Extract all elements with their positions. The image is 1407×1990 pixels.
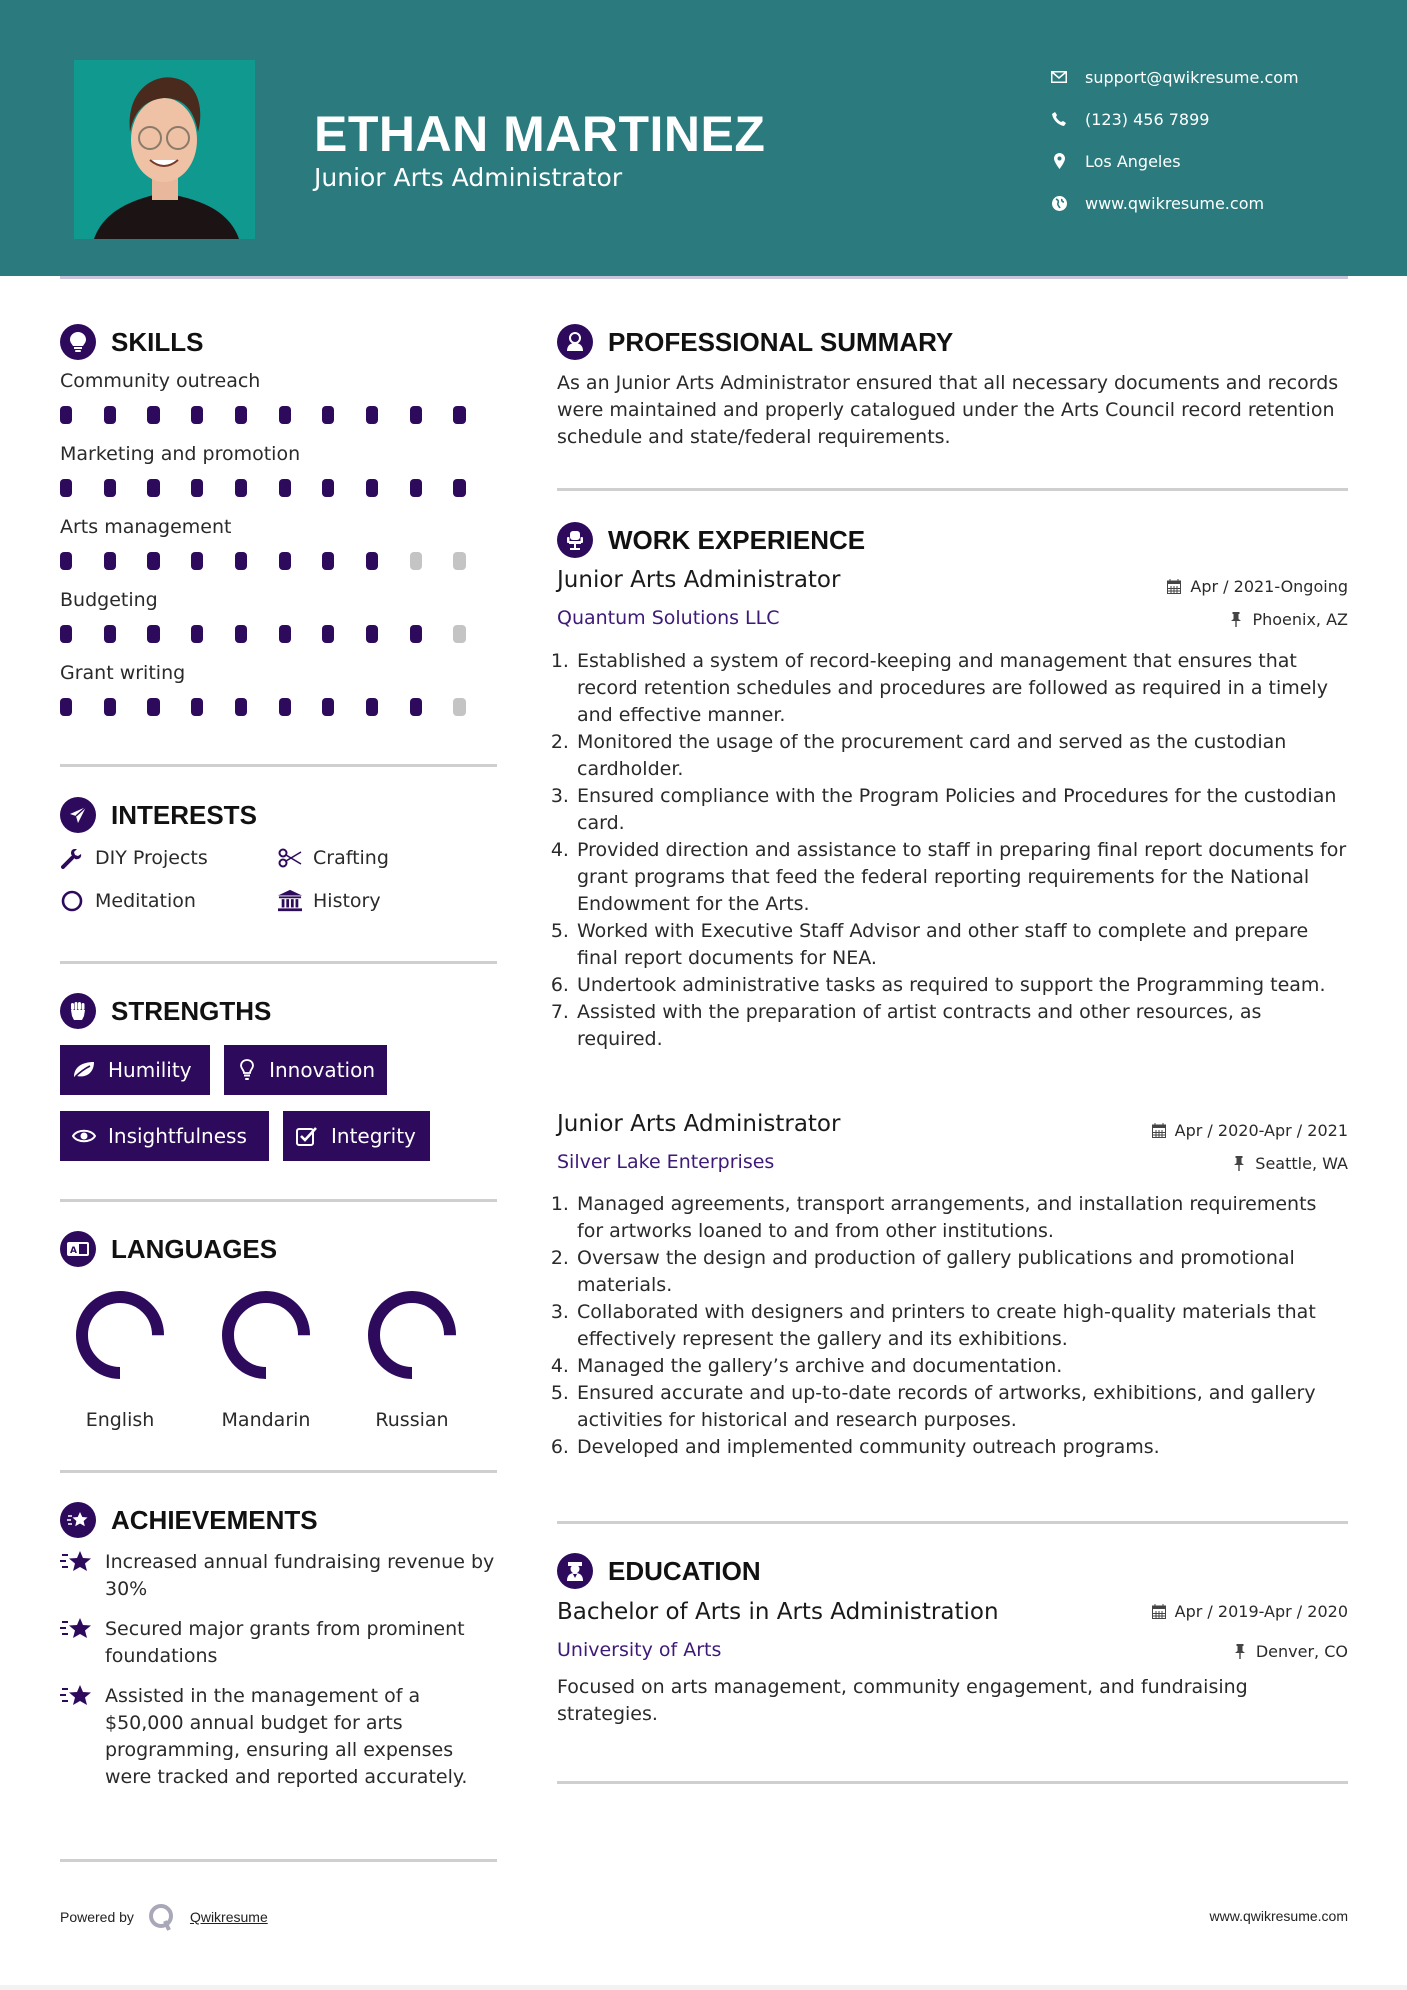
education-dates-text: Apr / 2019-Apr / 2020 [1174,1602,1348,1621]
education-location [1232,1642,1348,1661]
rating-dot-filled [366,698,378,716]
office-chair-icon [557,522,593,558]
job-dates-text: Apr / 2021-Ongoing [1190,577,1348,596]
duty-item: 6. Undertook administrative tasks as required to support the Programming team. [575,972,1348,999]
achievement-item [60,1683,497,1791]
pushpin-icon [1228,612,1244,628]
rating-dot-filled [235,479,247,497]
footer-url[interactable]: www.qwikresume.com [1209,1908,1348,1924]
rating-dot-filled [191,552,203,570]
achievement-text: Assisted in the management of a $50,000 annual budget for arts programming, ensuring all expenses were tracked and reported accurately. [105,1685,468,1788]
achievements-heading [60,1502,318,1538]
rating-dot-filled [410,625,422,643]
rating-dot-filled [235,625,247,643]
duty-item: 7. Assisted with the preparation of artist contracts and other resources, as required. [575,999,1348,1053]
calendar-icon [1151,1123,1167,1139]
languages-title: LANGUAGES [111,1233,278,1264]
interest-item-diy [60,846,208,870]
eye-icon [72,1124,96,1148]
rating-dot-filled [235,406,247,424]
duty-item: 2. Monitored the usage of the procurement card and served as the custodian cardholder. [575,729,1348,783]
section-divider [60,1470,497,1473]
envelope-icon [1050,68,1068,86]
skills-title: SKILLS [111,326,204,357]
duty-item: 1. Managed agreements, transport arrangements, and installation requirements for artworks loaned to and from other institutions. [575,1191,1348,1245]
duty-item: 5. Ensured accurate and up-to-date records of artworks, exhibitions, and gallery activities for historical and research purposes. [575,1380,1348,1434]
contact-email[interactable] [1050,56,1299,98]
interests-title: INTERESTS [111,799,257,830]
duty-item: 5. Worked with Executive Staff Advisor and other staff to complete and prepare final report documents for NEA. [575,918,1348,972]
section-divider [60,1859,497,1862]
section-divider [60,961,497,964]
duty-item: 6. Developed and implemented community outreach programs. [575,1434,1348,1461]
section-divider [60,1199,497,1202]
contact-list [1050,56,1299,224]
education-heading [557,1553,761,1589]
globe-icon [1050,194,1068,212]
contact-website[interactable] [1050,182,1299,224]
interests-heading [60,797,257,833]
duty-item: 1. Established a system of record-keeping and management that ensures that record retention schedules and procedures are followed as required in a timely and effective manner. [575,648,1348,729]
strength-badge-innovation [224,1045,387,1095]
job-title: Junior Arts Administrator [557,567,841,593]
rating-dot-filled [191,698,203,716]
section-divider [557,1781,1348,1784]
skill-item [60,589,497,643]
check-square-icon [295,1124,319,1148]
contact-website-text: www.qwikresume.com [1085,193,1265,213]
page-bottom-band [0,1985,1407,1990]
paper-plane-icon [60,797,96,833]
language-name: English [85,1409,155,1431]
map-marker-icon [1050,152,1068,170]
rating-dot-filled [279,552,291,570]
shooting-star-icon [60,1616,94,1642]
achievement-item [60,1616,497,1670]
rating-dot-filled [60,698,72,716]
rating-dot-filled [366,479,378,497]
language-name: Russian [375,1409,449,1431]
rating-dot-filled [410,406,422,424]
duty-item: 3. Ensured compliance with the Program Policies and Procedures for the custodian card. [575,783,1348,837]
graduate-icon [557,1553,593,1589]
rating-dot-empty [453,625,465,643]
strengths-title: STRENGTHS [111,995,272,1026]
summary-heading [557,324,953,360]
strength-label: Humility [108,1058,192,1082]
pushpin-icon [1231,1156,1247,1172]
duty-item: 4. Provided direction and assistance to staff in preparing final report documents for grant programs that feed the federal reporting requirements for the National Endowment for the Arts. [575,837,1348,918]
summary-text: As an Junior Arts Administrator ensured that all necessary documents and records were maintained and properly catalogued under the Arts Council record retention schedule and state/federal requirements. [557,372,1339,448]
rating-dot-empty [410,552,422,570]
interest-label: Meditation [95,890,196,912]
job-dates-text: Apr / 2020-Apr / 2021 [1174,1121,1348,1140]
job-dates [1166,577,1348,596]
achievement-item [60,1549,497,1603]
section-divider [557,488,1348,491]
strength-badge-insightfulness [60,1111,269,1161]
rating-dot-filled [147,406,159,424]
job-title: Junior Arts Administrator [557,1111,841,1137]
fist-icon [60,993,96,1029]
duty-item: 4. Managed the gallery’s archive and documentation. [575,1353,1348,1380]
rating-dot-filled [60,552,72,570]
contact-location [1050,140,1299,182]
skills-heading [60,324,203,360]
language-progress-ring [216,1285,316,1385]
work-title: WORK EXPERIENCE [608,524,866,555]
calendar-icon [1166,579,1182,595]
rating-dot-filled [322,698,334,716]
interest-label: History [313,890,381,912]
language-item [352,1285,472,1431]
rating-dot-filled [104,479,116,497]
language-progress-ring [362,1285,462,1385]
interest-label: DIY Projects [95,847,208,869]
job-location [1228,610,1348,629]
summary-title: PROFESSIONAL SUMMARY [608,326,954,357]
contact-phone-text: (123) 456 7899 [1085,109,1210,129]
achievements-title: ACHIEVEMENTS [111,1504,318,1535]
rating-dot-filled [279,479,291,497]
skill-name: Community outreach [60,370,261,392]
education-dates [1151,1602,1348,1621]
skill-item [60,516,497,570]
section-divider [60,764,497,767]
lightbulb-icon [236,1058,257,1082]
rating-dot-filled [191,625,203,643]
rating-dot-filled [60,479,72,497]
job-dates [1151,1121,1348,1140]
circle-icon [60,889,84,913]
shooting-star-icon [60,1683,94,1709]
skill-name: Arts management [60,516,232,538]
job-duties-list [557,1191,1348,1461]
resume-header [0,0,1407,276]
strength-badge-humility [60,1045,210,1095]
interest-label: Crafting [313,847,389,869]
language-icon [60,1231,96,1267]
skill-item [60,370,497,424]
rating-dot-filled [104,698,116,716]
contact-email-text: support@qwikresume.com [1085,67,1299,87]
user-icon [557,324,593,360]
phone-icon [1050,110,1068,128]
strength-label: Integrity [331,1124,416,1148]
rating-dot-filled [453,406,465,424]
footer-powered-by [60,1903,268,1931]
interest-item-meditation [60,889,196,913]
duty-item: 3. Collaborated with designers and printers to create high-quality materials that effectively represent the gallery and its exhibitions. [575,1299,1348,1353]
education-title: EDUCATION [608,1555,761,1586]
rating-dot-filled [366,406,378,424]
rating-dot-filled [147,625,159,643]
rating-dot-filled [322,552,334,570]
skill-name: Grant writing [60,662,186,684]
job-location-text: Phoenix, AZ [1252,610,1348,629]
skill-rating [60,625,497,643]
interest-item-crafting [278,846,389,870]
rating-dot-filled [235,552,247,570]
skill-name: Budgeting [60,589,158,611]
leaf-icon [72,1058,96,1082]
header-divider [60,276,1348,279]
skill-rating [60,552,497,570]
rating-dot-empty [453,698,465,716]
language-progress-ring [70,1285,170,1385]
company-name: Quantum Solutions LLC [557,607,780,629]
strengths-heading [60,993,271,1029]
shooting-star-icon [60,1549,94,1575]
candidate-name: ETHAN MARTINEZ [314,106,766,162]
strength-badge-integrity [283,1111,430,1161]
strength-label: Innovation [269,1058,375,1082]
rating-dot-filled [191,479,203,497]
job-duties-list [557,648,1348,1053]
rating-dot-filled [147,479,159,497]
rating-dot-filled [279,698,291,716]
skill-name: Marketing and promotion [60,443,301,465]
skill-item [60,443,497,497]
rating-dot-filled [60,406,72,424]
star-badge-icon [60,1502,96,1538]
rating-dot-filled [104,406,116,424]
rating-dot-filled [453,479,465,497]
education-location-text: Denver, CO [1255,1642,1348,1661]
rating-dot-filled [410,698,422,716]
candidate-role: Junior Arts Administrator [314,163,623,192]
company-name: Silver Lake Enterprises [557,1151,775,1173]
qwikresume-link[interactable]: Qwikresume [189,1909,268,1925]
languages-heading [60,1231,277,1267]
rating-dot-filled [366,552,378,570]
rating-dot-empty [453,552,465,570]
education-description: Focused on arts management, community engagement, and fundraising strategies. [557,1676,1248,1725]
wrench-icon [60,846,84,870]
work-heading [557,522,865,558]
rating-dot-filled [147,698,159,716]
contact-location-text: Los Angeles [1085,151,1181,171]
language-name: Mandarin [221,1409,311,1431]
skill-item [60,662,497,716]
duty-item: 2. Oversaw the design and production of gallery publications and promotional materials. [575,1245,1348,1299]
rating-dot-filled [191,406,203,424]
job-location-text: Seattle, WA [1255,1154,1348,1173]
qwikresume-logo-icon [148,1903,176,1931]
language-item [206,1285,326,1431]
calendar-icon [1151,1604,1167,1620]
institution-icon [278,889,302,913]
scissors-icon [278,846,302,870]
rating-dot-filled [366,625,378,643]
strength-label: Insightfulness [108,1124,247,1148]
rating-dot-filled [60,625,72,643]
powered-by-label: Powered by [60,1909,134,1925]
section-divider [557,1521,1348,1524]
rating-dot-filled [235,698,247,716]
interest-item-history [278,889,381,913]
skill-rating [60,406,497,424]
rating-dot-filled [279,625,291,643]
contact-phone[interactable] [1050,98,1299,140]
language-item [60,1285,180,1431]
rating-dot-filled [104,552,116,570]
rating-dot-filled [410,479,422,497]
degree-title: Bachelor of Arts in Arts Administration [557,1599,999,1625]
skill-rating [60,479,497,497]
rating-dot-filled [104,625,116,643]
rating-dot-filled [322,479,334,497]
achievement-text: Secured major grants from prominent foundations [105,1618,465,1667]
lightbulb-icon [60,324,96,360]
school-name: University of Arts [557,1639,722,1661]
pushpin-icon [1232,1644,1248,1660]
achievement-text: Increased annual fundraising revenue by 30% [105,1551,495,1600]
profile-photo [74,60,255,239]
rating-dot-filled [279,406,291,424]
rating-dot-filled [322,625,334,643]
rating-dot-filled [322,406,334,424]
skill-rating [60,698,497,716]
job-location [1231,1154,1348,1173]
rating-dot-filled [147,552,159,570]
svg-text:A: A [70,1246,77,1256]
